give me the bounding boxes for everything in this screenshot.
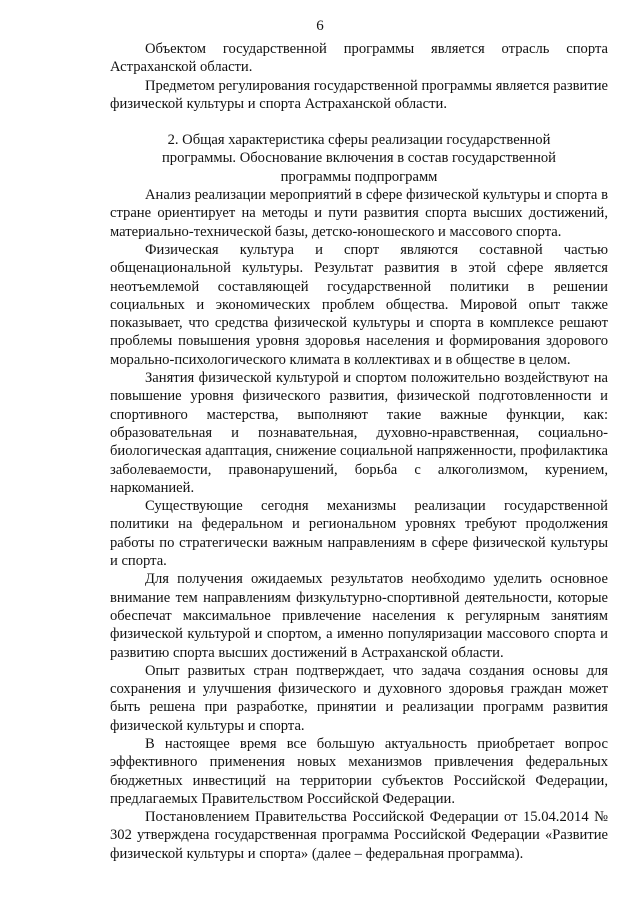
section-heading-line: программы. Обоснование включения в состав государственной [161,150,556,167]
document-body [110,40,608,863]
section-heading-line: 2. Общая характеристика сферы реализации государственной [167,132,551,149]
page-number: 6 [316,18,324,34]
body-paragraph: Существующие сегодня механизмы реализации государственной политики на федеральном и региональном уровнях требуют продолжения работы по стратегически важным направлениям в сфере физической культуры и спорта. [110,498,608,570]
body-paragraph: Анализ реализации мероприятий в сфере физической культуры и спорта в стране ориентирует на методы и пути развития спорта высших достижений, материально-технической базы, детско-юношеского и массового спорта. [110,187,608,240]
section-heading-line: программы подпрограмм [280,168,438,185]
body-paragraph: В настоящее время все большую актуальность приобретает вопрос эффективного применения новых механизмов привлечения федеральных бюджетных инвестиций на территории субъектов Российской Федерации, предлагаемых Правительством Российской Федерации. [110,735,608,807]
body-paragraph: Постановлением Правительства Российской Федерации от 15.04.2014 № 302 утверждена государственная программа Российской Федерации «Развитие физической культуры и спорта» (далее – федеральная программа). [110,809,608,862]
body-paragraph: Физическая культура и спорт являются составной частью общенациональной культуры. Результат развития в этой сфере является неотъемлемой составляющей государственной политики в решении социальных и экономических проблем общества. Мировой опыт также показывает, что средства физической культуры и спорта в комплексе решают проблемы повышения уровня здоровья населения и формирования здорового морально-психологического климата в коллективах и в обществе в целом. [110,241,608,368]
intro-paragraph-subject: Предметом регулирования государственной программы является развитие физической культуры и спорта Астраханской области. [110,77,608,112]
body-paragraph: Занятия физической культурой и спортом положительно воздействуют на повышение уровня физического развития, физической подготовленности и спортивного мастерства, выполняют такие важные функции, как: образовательная и познавательная, духовно-нравственная, социально-биологическая адаптация, снижение социальной напряженности, профилактика заболеваемости, правонарушений, борьба с алкоголизмом, курением, наркоманией. [110,370,608,496]
section-heading [110,131,608,186]
body-paragraph: Опыт развитых стран подтверждает, что задача создания основы для сохранения и улучшения физического и духовного здоровья граждан может быть решена при разработке, принятии и реализации программ развития физической культуры и спорта. [110,662,608,734]
intro-paragraph-object: Объектом государственной программы является отрасль спорта Астраханской области. [110,41,608,76]
body-paragraph: Для получения ожидаемых результатов необходимо уделить основное внимание тем направлениям физкультурно-спортивной деятельности, которые обеспечат максимальное привлечение населения к регулярным занятиям физической культурой и спортом, а именно популяризации массового спорта и развитию спорта высших достижений в Астраханской области. [110,571,608,661]
